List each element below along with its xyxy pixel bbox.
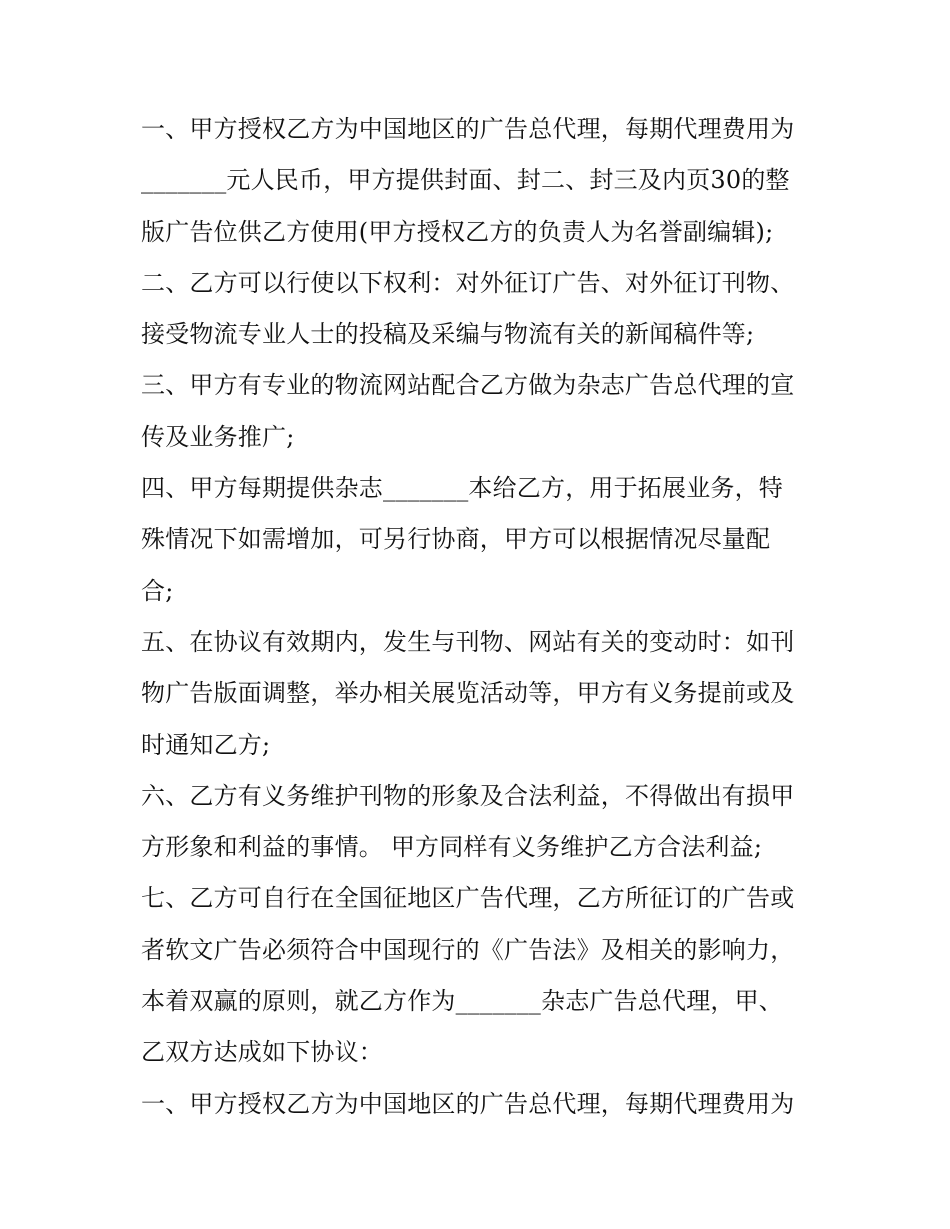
text-line: 合; [141, 576, 174, 605]
text-line: 七、乙方可自行在全国征地区广告代理，乙方所征订的广告或 [141, 884, 795, 913]
text-line: 五、在协议有效期内，发生与刊物、网站有关的变动时：如刊 [141, 627, 795, 656]
text-line: 者软文广告必须符合中国现行的《广告法》及相关的影响力， [141, 935, 795, 964]
text-line: 一、甲方授权乙方为中国地区的广告总代理，每期代理费用为 [141, 1089, 795, 1118]
text-line: 时通知乙方; [141, 730, 271, 759]
text-line: 三、甲方有专业的物流网站配合乙方做为杂志广告总代理的宣 [141, 371, 795, 400]
text-line: 接受物流专业人士的投稿及采编与物流有关的新闻稿件等; [141, 320, 755, 349]
text-line: 四、甲方每期提供杂志_______本给乙方，用于拓展业务，特 [141, 474, 783, 503]
text-line: 二、乙方可以行使以下权利：对外征订广告、对外征订刊物、 [141, 268, 795, 297]
document-body [141, 104, 821, 1130]
text-line: 版广告位供乙方使用(甲方授权乙方的负责人为名誉副编辑); [141, 217, 774, 246]
text-line: 乙双方达成如下协议： [141, 1038, 383, 1067]
text-line: _______元人民币，甲方提供封面、封二、封三及内页30的整 [141, 166, 790, 195]
text-line: 方形象和利益的事情。 甲方同样有义务维护乙方合法利益; [141, 833, 763, 862]
text-line: 本着双赢的原则，就乙方作为_______杂志广告总代理，甲、 [141, 987, 783, 1016]
text-line: 六、乙方有义务维护刊物的形象及合法利益，不得做出有损甲 [141, 781, 795, 810]
text-line: 一、甲方授权乙方为中国地区的广告总代理，每期代理费用为 [141, 115, 795, 143]
text-line: 殊情况下如需增加，可另行协商，甲方可以根据情况尽量配 [141, 525, 771, 554]
text-line: 物广告版面调整，举办相关展览活动等，甲方有义务提前或及 [141, 679, 795, 708]
text-line: 传及业务推广; [141, 422, 295, 451]
